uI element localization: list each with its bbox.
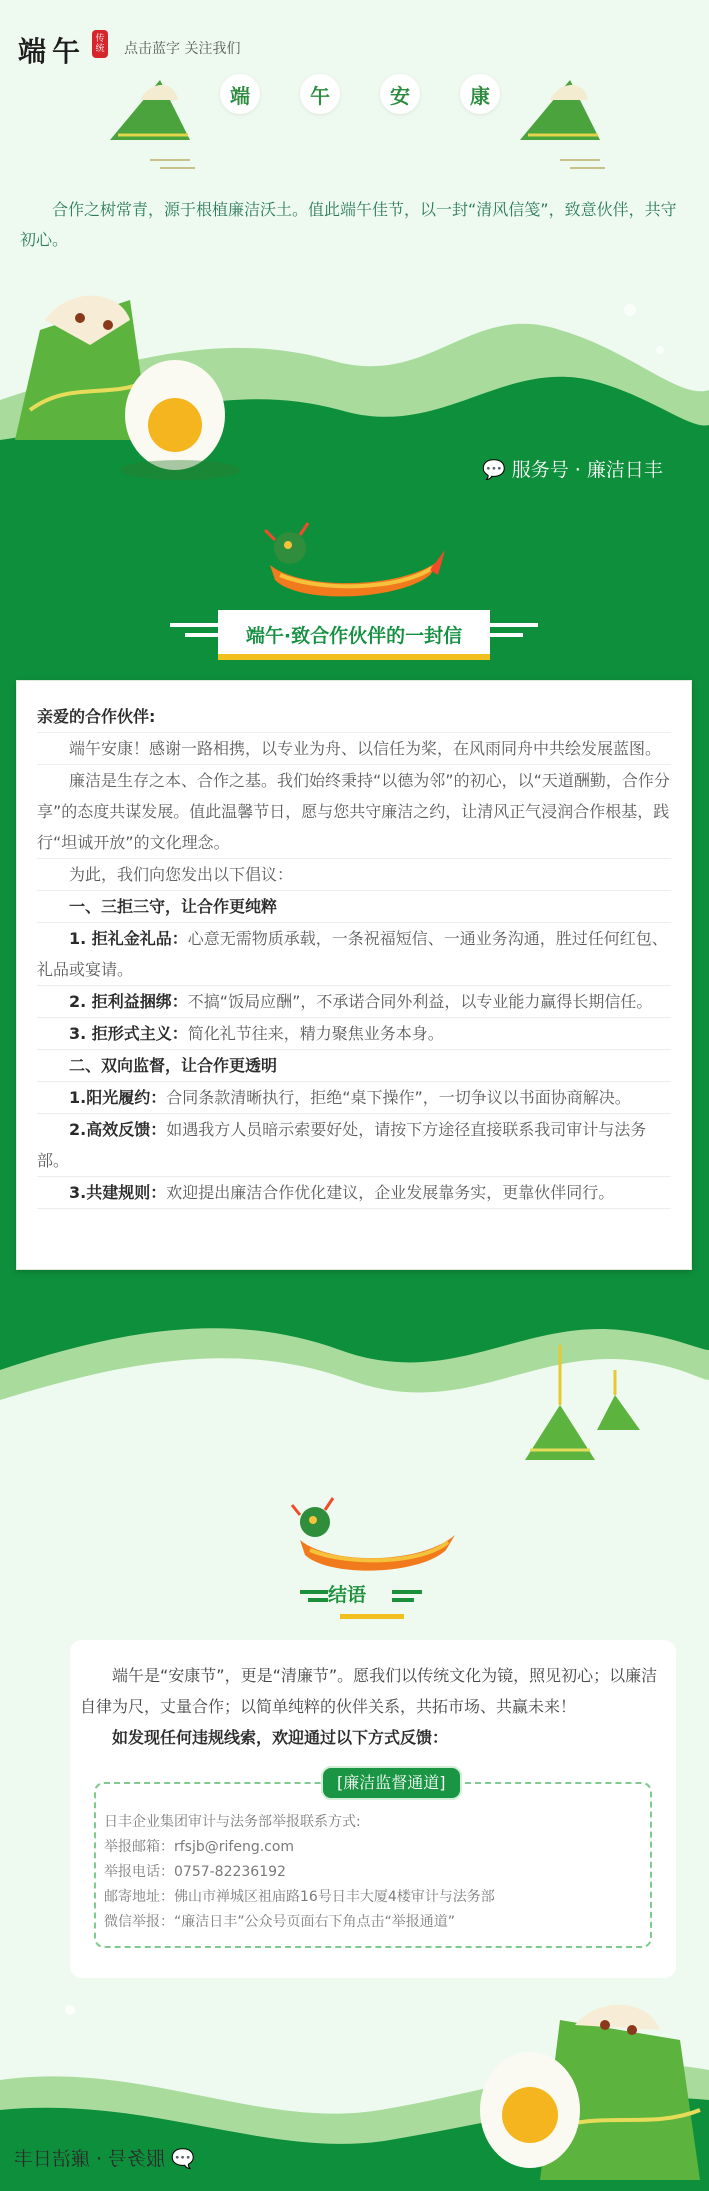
letter-title: 端午·致合作伙伴的一封信 — [218, 610, 490, 658]
letter-paragraph-2: 廉洁是生存之本、合作之基。我们始终秉持“以德为邻”的初心，以“天道酬勤，合作分享”的态度共谋发展。值此温馨节日，愿与您共守廉洁之约，让清风正气浸润合作根基，践行“坦诚开放”的文化理念。 — [37, 765, 671, 859]
conclusion-text: 端午是“安康节”，更是“清廉节”。愿我们以传统文化为镜，照见初心；以廉洁自律为尺，丈量合作；以简单纯粹的伙伴关系，共拓市场、共赢未来！ — [80, 1666, 658, 1716]
report-channel-badge: [廉洁监督通道] — [321, 1766, 462, 1800]
report-line-address: 邮寄地址：佛山市禅城区祖庙路16号日丰大厦4楼审计与法务部 — [104, 1889, 495, 1905]
watermark-text: 服务号 · 廉洁日丰 — [511, 459, 663, 481]
letter-heading-1: 一、三拒三守，让合作更纯粹 — [37, 891, 671, 923]
letter-item-4: 1.阳光履约：合同条款清晰执行，拒绝“桌下操作”，一切争议以书面协商解决。 — [37, 1082, 671, 1114]
title-char-3: 安 — [380, 74, 420, 114]
title-ribbon-left-icon — [170, 625, 218, 635]
conclusion-box — [70, 1640, 676, 1978]
wechat-icon: 💬 — [482, 459, 506, 481]
conclusion-feedback: 如发现任何违规线索，欢迎通过以下方式反馈： — [112, 1728, 449, 1747]
watermark-top — [482, 455, 663, 482]
report-line-title: 日丰企业集团审计与法务部举报联系方式: — [104, 1814, 361, 1830]
seal-badge: 传统 — [92, 30, 108, 58]
letter-paragraph-3: 为此，我们向您发出以下倡议： — [37, 859, 671, 891]
watermark-bottom-mirrored — [14, 2144, 195, 2171]
intro-paragraph: 合作之树常青，源于根植廉洁沃土。值此端午佳节，以一封“清风信笺”，致意伙伴，共守初心。 — [20, 200, 677, 249]
title-ribbon-right-icon — [490, 625, 538, 635]
letter-title-underline — [218, 654, 490, 660]
report-line-wechat: 微信举报：“廉洁日丰”公众号页面右下角点击“举报通道” — [104, 1914, 456, 1930]
letter-paragraph-1: 端午安康！感谢一路相携，以专业为舟、以信任为桨，在风雨同舟中共绘发展蓝图。 — [37, 733, 671, 765]
brand-logo: 端午 — [18, 35, 87, 68]
zongzi-right-small-icon — [520, 80, 605, 168]
letter-item-2: 2. 拒利益捆绑：不搞“饭局应酬”，不承诺合同外利益，以专业能力赢得长期信任。 — [37, 986, 671, 1018]
letter-item-1: 1. 拒礼金礼品：心意无需物质承载，一条祝福短信、一通业务沟通，胜过任何红包、礼品或宴请。 — [37, 923, 671, 986]
report-line-phone[interactable]: 举报电话：0757-82236192 — [104, 1864, 286, 1880]
wechat-icon-mirrored: 💬 — [171, 2148, 195, 2170]
title-chars — [220, 74, 500, 114]
letter-heading-2: 二、双向监督，让合作更透明 — [37, 1050, 671, 1082]
watermark-text-mirrored: 服务号 · 廉洁日丰 — [14, 2148, 166, 2170]
title-char-4: 康 — [460, 74, 500, 114]
title-char-1: 端 — [220, 74, 260, 114]
follow-tip[interactable]: 点击蓝字 关注我们 — [124, 41, 241, 57]
letter-item-6: 3.共建规则：欢迎提出廉洁合作优化建议，企业发展靠务实，更靠伙伴同行。 — [37, 1177, 671, 1209]
report-channel-box — [94, 1773, 652, 1948]
letter-box — [16, 680, 692, 1270]
title-char-2: 午 — [300, 74, 340, 114]
conclusion-title-underline — [340, 1614, 404, 1619]
letter-item-3: 3. 拒形式主义：简化礼节往来，精力聚焦业务本身。 — [37, 1018, 671, 1050]
letter-item-5: 2.高效反馈：如遇我方人员暗示索要好处，请按下方途径直接联系我司审计与法务部。 — [37, 1114, 671, 1177]
zongzi-left-small-icon — [110, 80, 195, 168]
dragon-boat-icon-1 — [265, 523, 445, 596]
report-line-email[interactable]: 举报邮箱：rfsjb@rifeng.com — [104, 1839, 295, 1855]
letter-salutation: 亲爱的合作伙伴: — [37, 701, 671, 733]
conclusion-title: 结语 — [328, 1584, 367, 1606]
